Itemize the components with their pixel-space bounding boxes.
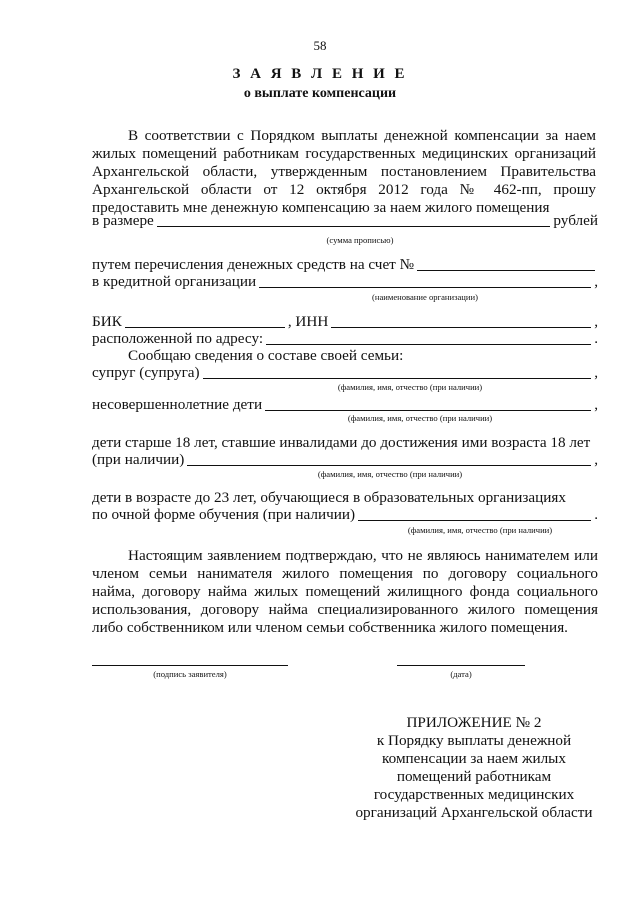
confirmation-paragraph: Настоящим заявлением подтверждаю, что не являюсь нанимателем или членом семьи нанимателя жилого помещения по договору социального найма, договору найма жилых помещений жилищного фонда социального использования, договору найма специализированного жилого помещения либо собственником или членом семьи собственника жилого помещения. (92, 547, 598, 636)
address-row (92, 330, 598, 348)
bank-field[interactable] (259, 273, 591, 288)
bik-label: БИК (92, 313, 122, 330)
account-label: путем перечисления денежных средств на счет № (92, 256, 415, 273)
address-suffix: . (594, 330, 598, 347)
date-field[interactable] (397, 664, 525, 666)
intro-paragraph: В соответствии с Порядком выплаты денежной компенсации за наем жилых помещений работникам государственных медицинских организаций Архангельской области, утвержденным постановлением Правительства Архангельской области от 12 октября 2012 года № 462-пп, прошу предоставить мне денежную компенсацию за наем жилого помещения (92, 127, 596, 216)
students-label: по очной форме обучения (при наличии) (92, 506, 356, 523)
amount-row (92, 212, 598, 230)
amount-field[interactable] (157, 212, 551, 227)
signature-field[interactable] (92, 664, 288, 666)
minors-caption: (фамилия, имя, отчество (при наличии) (347, 413, 493, 423)
amount-suffix: рублей (553, 212, 598, 229)
minors-field[interactable] (265, 396, 591, 411)
appendix-line: к Порядку выплаты денежной (376, 732, 572, 749)
disabled-field[interactable] (187, 451, 591, 466)
appendix-line: компенсации за наем жилых (382, 750, 566, 767)
students-text: дети в возрасте до 23 лет, обучающиеся в образовательных организациях (92, 489, 566, 506)
appendix-line: помещений работникам (396, 768, 552, 785)
document-subtitle: о выплате компенсации (243, 86, 397, 101)
appendix-line: государственных медицинских (373, 786, 575, 803)
minors-suffix: , (594, 396, 598, 413)
students-field[interactable] (358, 506, 591, 521)
bik-inn-row (92, 313, 598, 331)
spouse-field[interactable] (203, 364, 592, 379)
students-row (92, 506, 598, 524)
date-caption: (дата) (450, 669, 472, 679)
students-text-row (92, 489, 598, 507)
amount-caption: (сумма прописью) (326, 235, 394, 245)
appendix-block (350, 714, 598, 822)
spouse-label: супруг (супруга) (92, 364, 200, 381)
family-intro: Сообщаю сведения о составе своей семьи: (128, 347, 404, 364)
disabled-row (92, 451, 598, 469)
minors-row (92, 396, 598, 414)
bank-row (92, 273, 598, 291)
bank-caption: (наименование организации) (372, 292, 478, 302)
account-field[interactable] (417, 256, 595, 271)
inn-suffix: , (594, 313, 598, 330)
disabled-children-text: дети старше 18 лет, ставшие инвалидами до достижения ими возраста 18 лет (92, 434, 591, 451)
appendix-line: организаций Архангельской области (355, 804, 593, 821)
bank-suffix: , (594, 273, 598, 290)
students-caption: (фамилия, имя, отчество (при наличии) (407, 525, 553, 535)
signature-caption: (подпись заявителя) (153, 669, 227, 679)
bik-field[interactable] (125, 313, 285, 328)
family-intro-row (128, 347, 598, 365)
bank-label: в кредитной организации (92, 273, 257, 290)
page-number: 58 (313, 38, 327, 53)
appendix-heading: ПРИЛОЖЕНИЕ № 2 (406, 714, 542, 731)
spouse-caption: (фамилия, имя, отчество (при наличии) (337, 382, 483, 392)
address-field[interactable] (266, 330, 591, 345)
inn-field[interactable] (331, 313, 591, 328)
document-title: З А Я В Л Е Н И Е (232, 66, 408, 82)
minors-label: несовершеннолетние дети (92, 396, 263, 413)
disabled-text-row (92, 434, 598, 452)
students-suffix: . (594, 506, 598, 523)
disabled-suffix: , (594, 451, 598, 468)
bik-inn-label: , ИНН (287, 313, 329, 330)
disabled-caption: (фамилия, имя, отчество (при наличии) (317, 469, 463, 479)
account-row (92, 256, 598, 274)
spouse-row (92, 364, 598, 382)
spouse-suffix: , (594, 364, 598, 381)
address-label: расположенной по адресу: (92, 330, 264, 347)
amount-prefix: в размере (92, 212, 154, 229)
disabled-label: (при наличии) (92, 451, 185, 468)
